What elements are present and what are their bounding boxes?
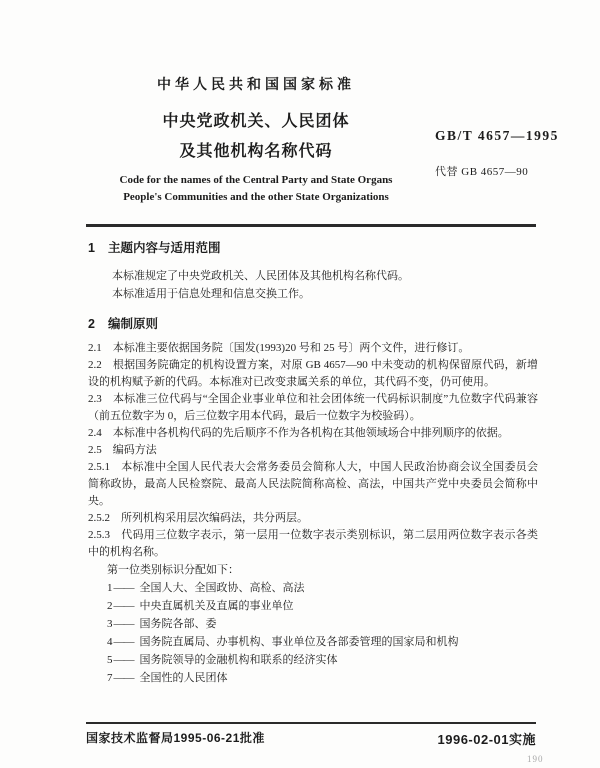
clause-2-5-3 xyxy=(88,527,538,561)
document-title-line2: 及其他机构名称代码 xyxy=(179,143,333,160)
category-code: 2 xyxy=(107,600,113,612)
clause-number: 2.5.3 xyxy=(88,529,110,541)
category-label: 国务院直属局、办事机构、事业单位及各部委管理的国家局和机构 xyxy=(139,636,459,648)
clause-text: 所列机构采用层次编码法，共分两层。 xyxy=(121,512,308,524)
applicability-paragraph: 本标准适用于信息处理和信息交换工作。 xyxy=(112,288,310,300)
clause-text: 本标准三位代码与“全国企业事业单位和社会团体统一代码标识制度”九位数字代码兼容（前五位数字为 0，后三位数字用本代码，最后一位数字为校验码）。 xyxy=(88,393,538,422)
category-label: 全国人大、全国政协、高检、高法 xyxy=(139,582,305,594)
category-label: 全国性的人民团体 xyxy=(139,672,228,684)
category-list xyxy=(88,579,538,687)
section-2-title: 编制原则 xyxy=(107,317,158,331)
clause-2-5-2 xyxy=(88,510,538,527)
section-2-heading xyxy=(88,316,538,333)
replaces-note: 代替 GB 4657—90 xyxy=(435,166,529,178)
clause-number: 2.5.2 xyxy=(88,512,110,524)
standard-number-block xyxy=(435,128,595,179)
english-title-line1: Code for the names of the Central Party and State Organs xyxy=(119,174,393,186)
document-body xyxy=(88,240,538,687)
em-dash: —— xyxy=(113,582,134,594)
clause-number: 2.5.1 xyxy=(88,461,110,473)
clause-number: 2.3 xyxy=(88,393,102,405)
document-title-chinese xyxy=(86,107,426,167)
category-code: 3 xyxy=(107,618,113,630)
clause-number: 2.1 xyxy=(88,342,102,354)
clause-2-5-1 xyxy=(88,459,538,510)
em-dash: —— xyxy=(113,636,134,648)
clause-text: 代码用三位数字表示，第一层用一位数字表示类别标识，第二层用两位数字表示各类中的机构名称。 xyxy=(88,529,538,558)
clause-2-4 xyxy=(88,425,538,442)
clause-text: 根据国务院确定的机构设置方案，对原 GB 4657—90 中未变动的机构保留原代码，新增设的机构赋予新的代码。本标准对已改变隶属关系的单位，其代码不变，仍可使用。 xyxy=(88,359,538,388)
clause-2-5 xyxy=(88,442,538,459)
category-item-4 xyxy=(88,633,538,651)
footer-divider-rule xyxy=(86,722,536,724)
section-2-clauses xyxy=(88,340,538,561)
category-item-3 xyxy=(88,615,538,633)
category-intro: 第一位类别标识分配如下： xyxy=(107,564,239,576)
category-label: 国务院领导的金融机构和联系的经济实体 xyxy=(139,654,338,666)
section-1-title: 主题内容与适用范围 xyxy=(107,241,221,255)
section-2-number: 2 xyxy=(88,317,95,331)
clause-text: 编码方法 xyxy=(112,444,157,456)
national-standard-banner: 中华人民共和国国家标准 xyxy=(157,76,355,92)
category-code: 5 xyxy=(107,654,113,666)
category-item-7 xyxy=(88,669,538,687)
page-number: 190 xyxy=(527,754,544,764)
document-title-english xyxy=(60,172,452,206)
clause-text: 本标准中各机构代码的先后顺序不作为各机构在其他领域场合中排列顺序的依据。 xyxy=(112,427,509,439)
scope-paragraph: 本标准规定了中央党政机关、人民团体及其他机构名称代码。 xyxy=(112,270,409,282)
clause-2-3 xyxy=(88,391,538,425)
category-code: 1 xyxy=(107,582,113,594)
category-label: 国务院各部、委 xyxy=(139,618,217,630)
clause-text: 本标准中全国人民代表大会常务委员会简称人大，中国人民政治协商会议全国委员会简称政协，最高人民检察院、最高人民法院简称高检、高法，中国共产党中央委员会简称中央。 xyxy=(88,461,538,507)
clause-number: 2.5 xyxy=(88,444,102,456)
category-code: 4 xyxy=(107,636,113,648)
clause-2-1 xyxy=(88,340,538,357)
clause-2-2 xyxy=(88,357,538,391)
standard-code: GB/T 4657—1995 xyxy=(435,128,559,143)
category-item-5 xyxy=(88,651,538,669)
clause-text: 本标准主要依据国务院〔国发(1993)20 号和 25 号〕两个文件，进行修订。 xyxy=(112,342,470,354)
clause-number: 2.4 xyxy=(88,427,102,439)
approval-statement: 国家技术监督局1995-06-21批准 xyxy=(86,731,265,745)
header-divider-rule xyxy=(86,224,536,227)
em-dash: —— xyxy=(113,600,134,612)
section-1-body xyxy=(88,267,538,303)
category-item-1 xyxy=(88,579,538,597)
em-dash: —— xyxy=(113,654,134,666)
category-item-2 xyxy=(88,597,538,615)
category-label: 中央直属机关及直属的事业单位 xyxy=(139,600,294,612)
english-title-line2: People's Communities and the other State Organizations xyxy=(123,191,389,203)
section-1-number: 1 xyxy=(88,241,95,255)
implementation-date: 1996-02-01实施 xyxy=(437,732,536,747)
em-dash: —— xyxy=(113,672,134,684)
section-1-heading xyxy=(88,240,538,257)
document-title-line1: 中央党政机关、人民团体 xyxy=(162,113,350,130)
category-code: 7 xyxy=(107,672,113,684)
em-dash: —— xyxy=(113,618,134,630)
clause-number: 2.2 xyxy=(88,359,102,371)
